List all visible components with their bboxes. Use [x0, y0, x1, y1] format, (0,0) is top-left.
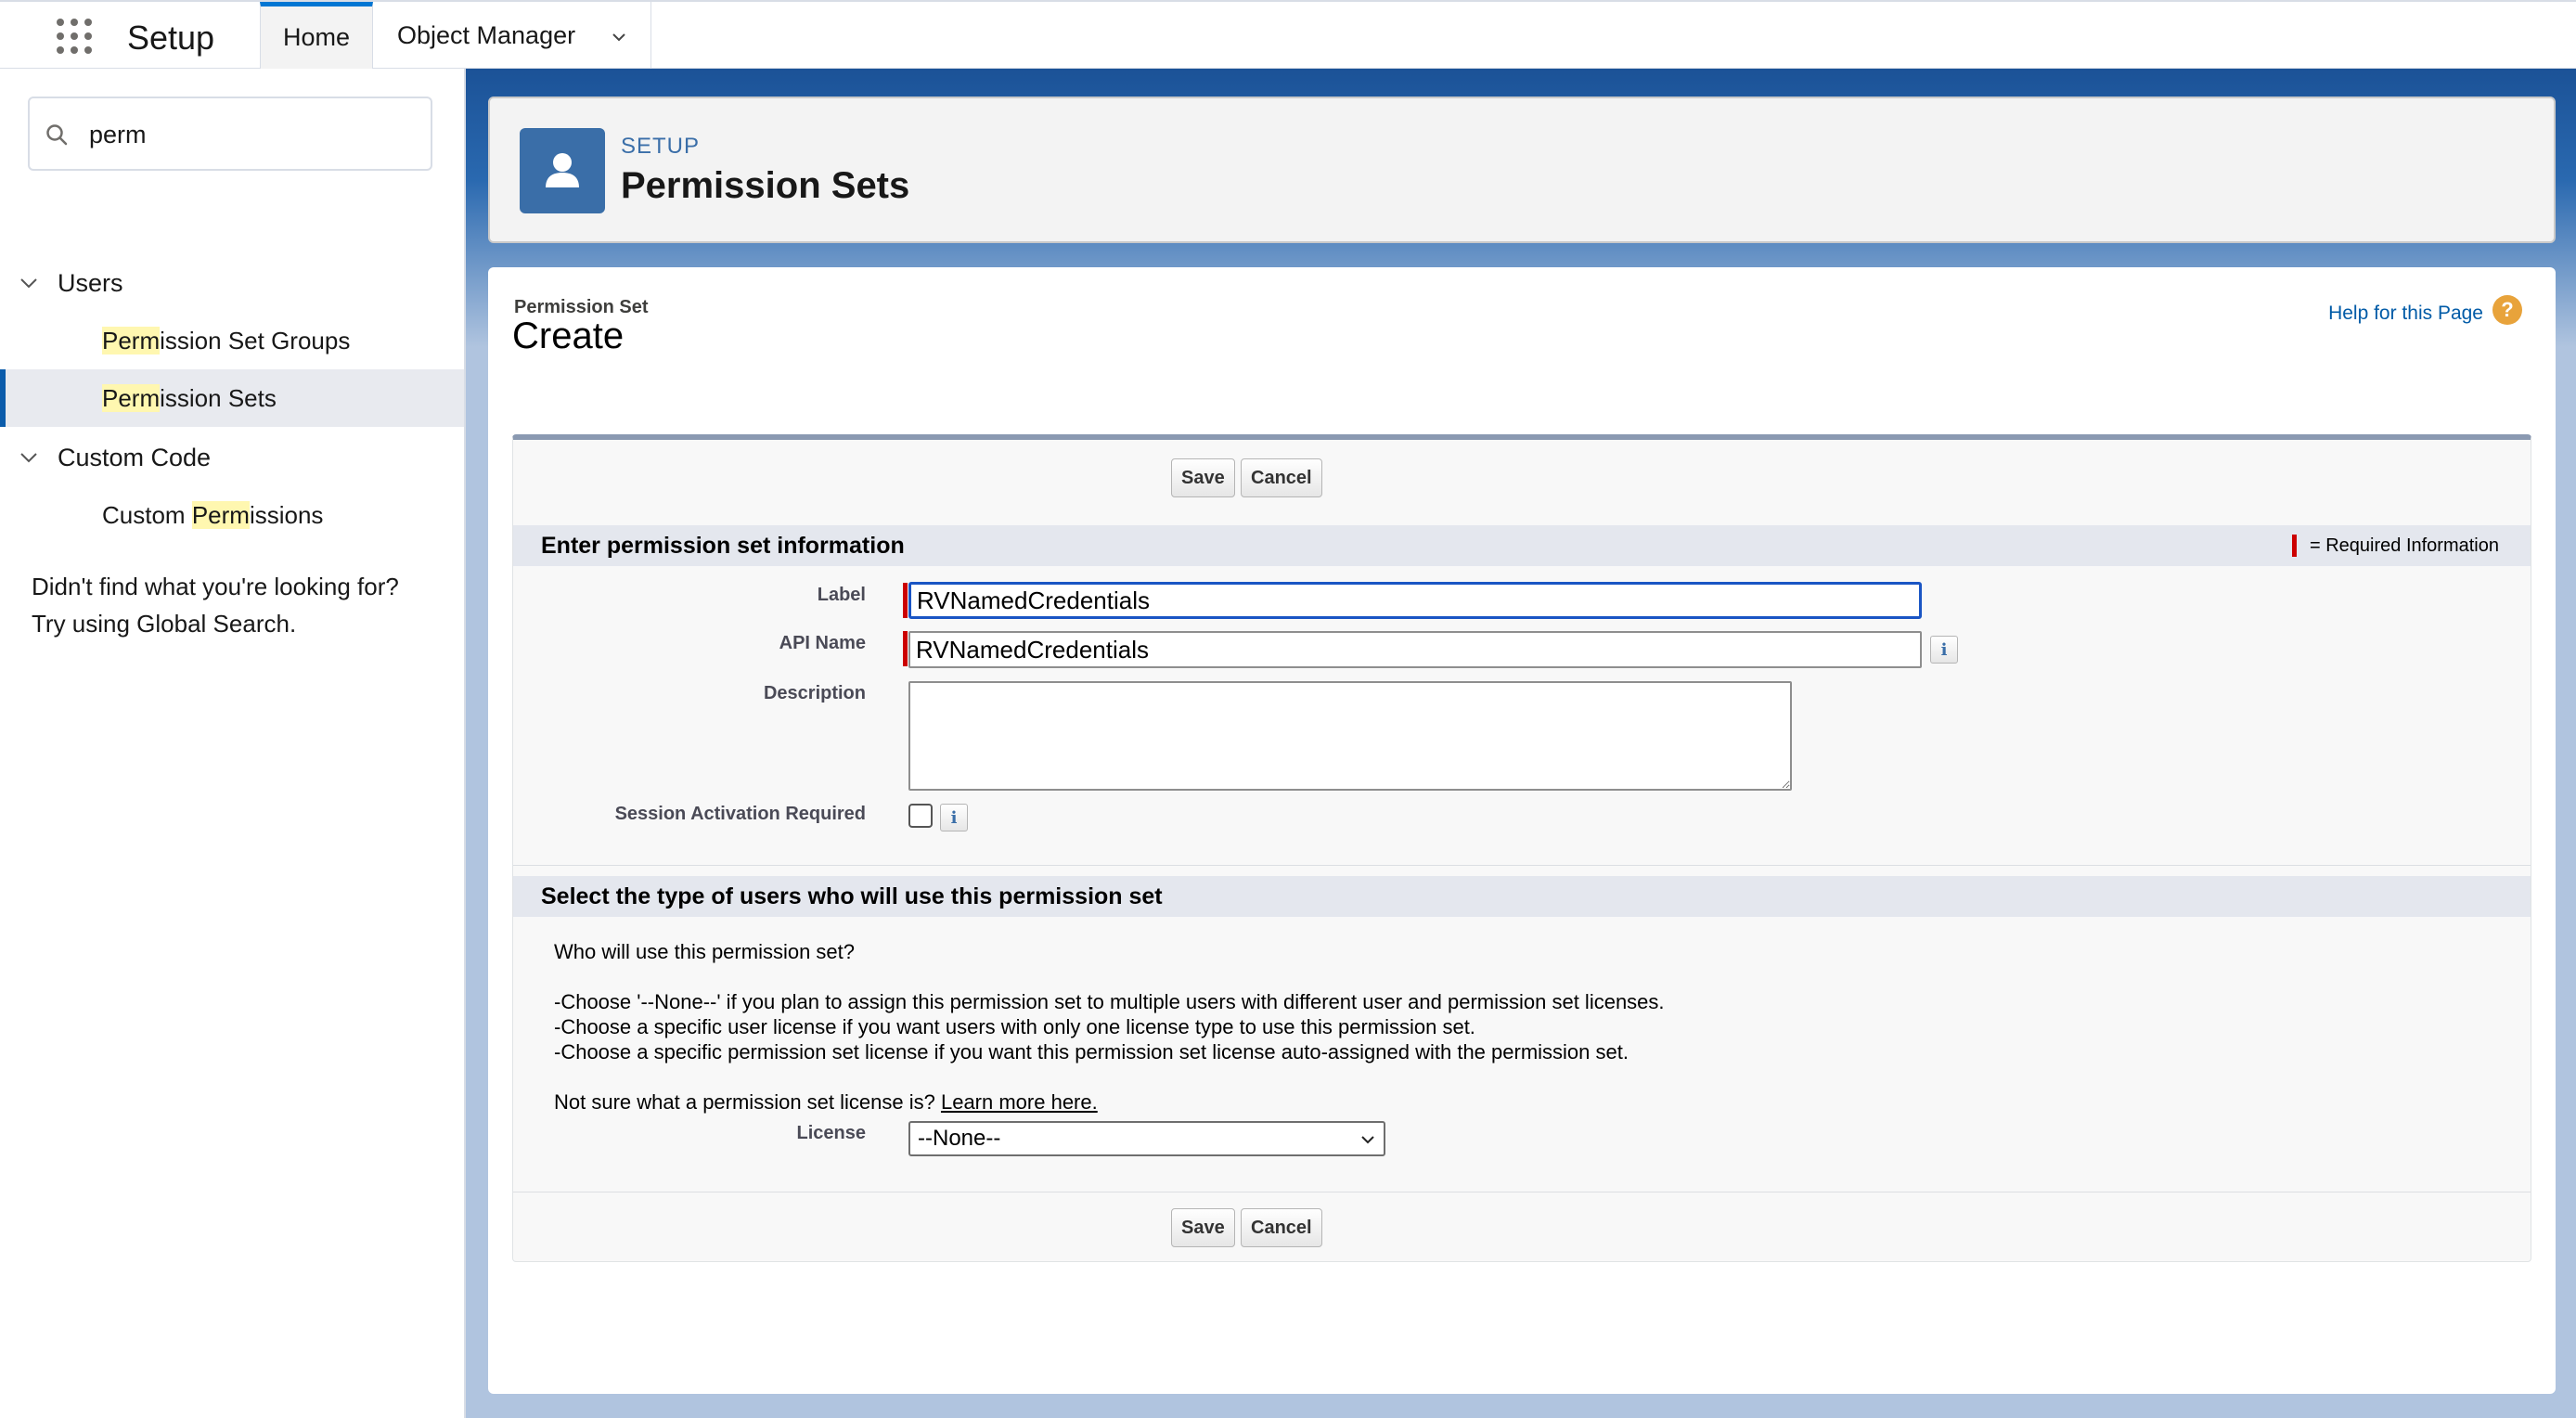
section-header-info [513, 525, 2531, 566]
tree-group-label: Users [58, 268, 123, 297]
help-icon[interactable]: ? [2492, 295, 2522, 325]
required-info-legend [2292, 535, 2499, 557]
save-button-bottom[interactable]: Save [1171, 1208, 1235, 1247]
license-select[interactable] [908, 1121, 1385, 1156]
permission-set-form [512, 434, 2531, 1262]
not-found-message [32, 568, 449, 642]
section-title: Select the type of users who will use this permission set [541, 883, 1163, 909]
section-header-user-type [513, 876, 2531, 917]
section-divider [513, 865, 2531, 866]
description-field-label: Description [763, 683, 866, 703]
not-found-line-2: Try using Global Search. [32, 610, 297, 638]
quick-find-input[interactable] [87, 110, 421, 160]
license-help-question: Not sure what a permission set license is? [554, 1090, 941, 1114]
sidebar-item-permission-set-groups[interactable] [0, 312, 464, 369]
chevron-down-icon[interactable] [19, 449, 39, 466]
description-textarea[interactable] [908, 681, 1792, 791]
chevron-down-icon[interactable] [612, 30, 626, 45]
tab-home-label: Home [282, 23, 351, 51]
app-launcher-icon[interactable] [52, 15, 95, 58]
header-eyebrow: SETUP [621, 134, 701, 159]
section-title: Enter permission set information [541, 532, 905, 559]
search-highlight: Perm [191, 500, 250, 529]
license-field-label: License [796, 1123, 866, 1143]
form-title: Create [512, 316, 625, 356]
instruction-user-license: -Choose a specific user license if you want users with only one license type to use this permission set. [554, 1015, 1475, 1038]
user-question-text: Who will use this permission set? [554, 940, 856, 963]
app-name: Setup [127, 19, 215, 57]
license-select-value: --None-- [918, 1126, 1001, 1151]
page-title: Permission Sets [621, 165, 910, 206]
search-highlight: Perm [102, 326, 161, 354]
license-help-text [554, 1089, 1098, 1115]
user-icon [520, 128, 605, 213]
sidebar-item-label [102, 384, 277, 413]
content-card [488, 267, 2556, 1394]
cancel-button-bottom[interactable]: Cancel [1241, 1208, 1322, 1247]
session-activation-checkbox[interactable] [908, 804, 933, 828]
tree-group-custom-code[interactable] [0, 429, 464, 486]
sidebar-item-label-rest: ission Set Groups [160, 326, 351, 354]
save-button[interactable]: Save [1171, 458, 1235, 497]
global-header [0, 0, 2576, 69]
sidebar-item-custom-permissions[interactable] [0, 486, 464, 544]
label-input[interactable] [908, 582, 1922, 619]
quick-find-box[interactable] [28, 97, 432, 171]
breadcrumb: Permission Set [514, 297, 649, 317]
search-highlight: Perm [102, 383, 161, 412]
chevron-down-icon[interactable] [19, 275, 39, 291]
search-icon [45, 122, 71, 148]
api-name-input[interactable] [908, 631, 1922, 668]
help-link[interactable]: Help for this Page [2328, 303, 2483, 324]
tab-home[interactable] [260, 2, 373, 69]
sidebar-item-label-rest: issions [249, 500, 324, 529]
setup-sidebar [0, 69, 466, 1418]
page-header [488, 97, 2556, 243]
tree-group-users[interactable] [0, 254, 464, 312]
tree-group-label: Custom Code [58, 443, 212, 471]
chevron-down-icon [1359, 1132, 1376, 1147]
required-indicator [2292, 535, 2297, 557]
info-icon[interactable]: i [940, 804, 968, 831]
sidebar-item-label [102, 501, 323, 530]
required-info-text: = Required Information [2309, 535, 2499, 556]
cancel-button[interactable]: Cancel [1241, 458, 1322, 497]
sidebar-item-label [102, 327, 350, 355]
tab-object-manager[interactable] [373, 2, 651, 69]
info-icon[interactable]: i [1930, 636, 1958, 664]
instruction-none: -Choose '--None--' if you plan to assign this permission set to multiple users with different user and permission set licenses. [554, 990, 1665, 1013]
session-activation-field-label: Session Activation Required [614, 804, 866, 824]
sidebar-item-label-prefix: Custom [102, 500, 192, 529]
api-name-field-label: API Name [779, 633, 866, 653]
required-indicator [903, 631, 908, 666]
sidebar-item-permission-sets[interactable] [0, 369, 464, 427]
instruction-permission-set-license: -Choose a specific permission set license if you want this permission set license auto-assigned with the permission set. [554, 1040, 1629, 1064]
not-found-line-1: Didn't find what you're looking for? [32, 573, 399, 600]
required-indicator [903, 583, 908, 618]
label-field-label: Label [817, 585, 866, 605]
tab-object-manager-label: Object Manager [397, 20, 576, 49]
sidebar-item-label-rest: ission Sets [160, 383, 277, 412]
learn-more-link[interactable]: Learn more here. [940, 1090, 1098, 1114]
